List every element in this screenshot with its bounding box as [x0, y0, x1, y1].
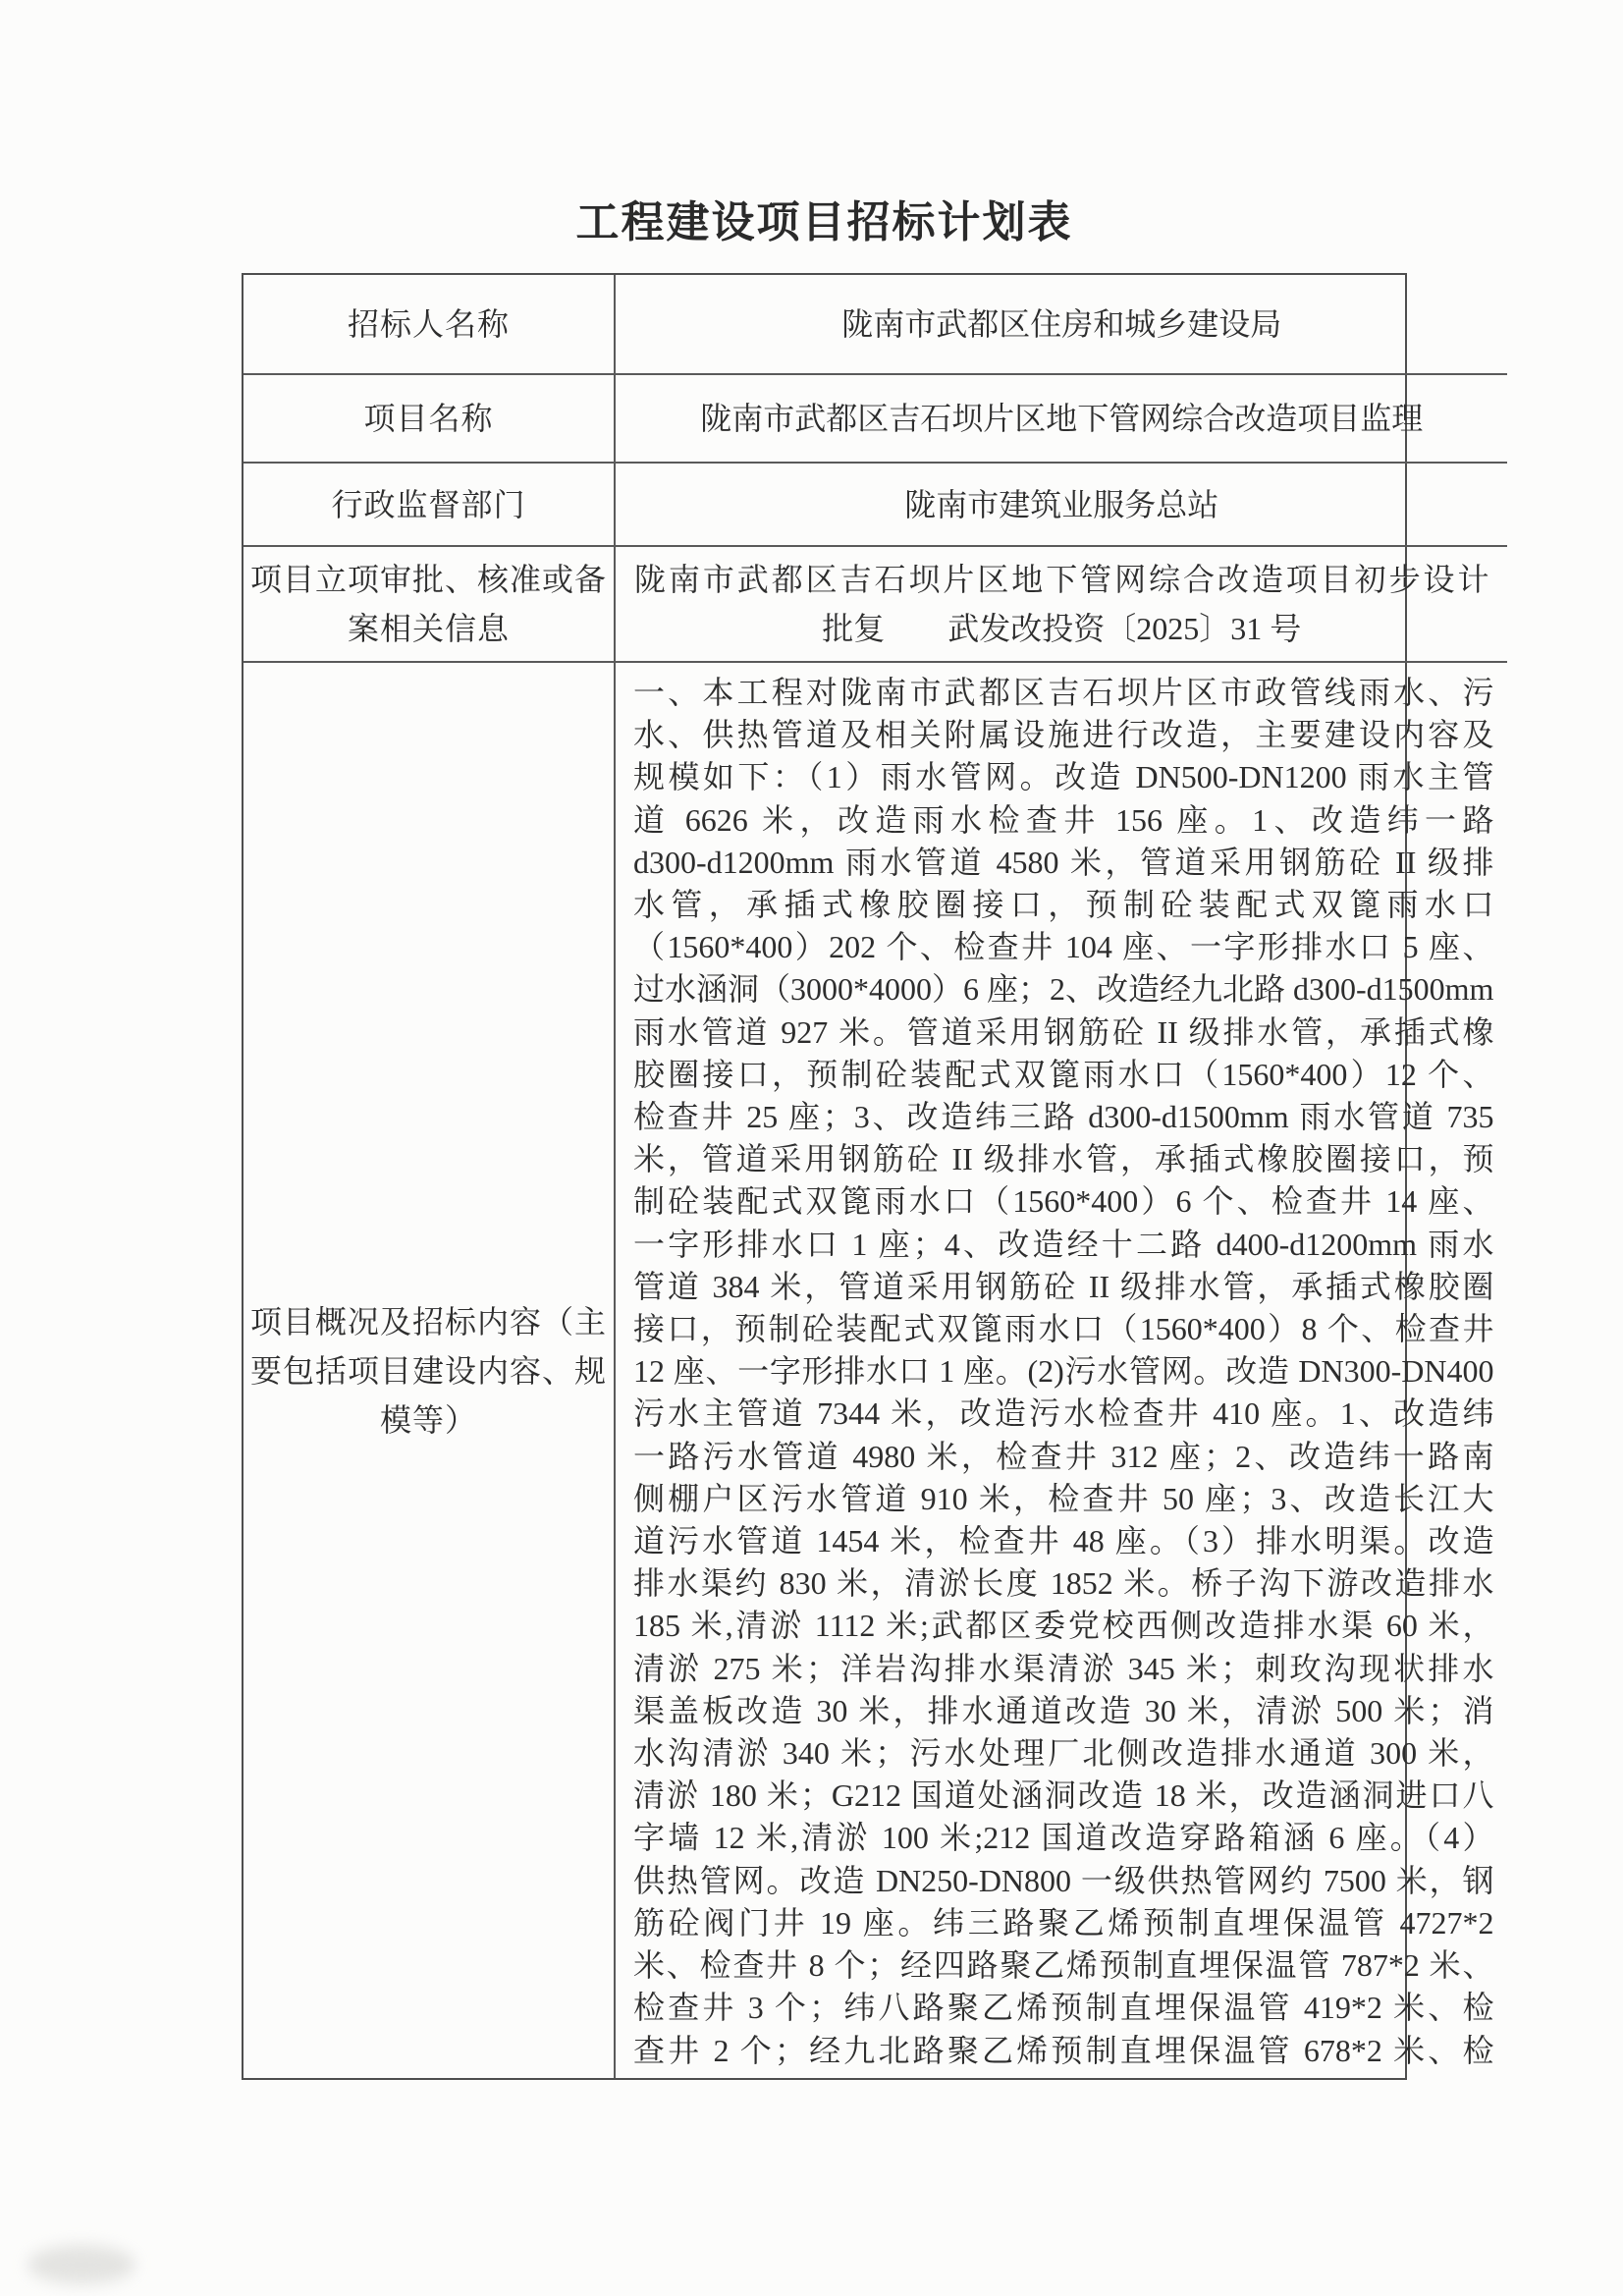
body-text-line: 185 米,清淤 1112 米;武都区委党校西侧改造排水渠 60 米，	[633, 1608, 1494, 1644]
scan-artifact-smudge	[27, 2245, 135, 2284]
body-text-line: 规模如下：（1）雨水管网。改造 DN500-DN1200 雨水主管	[633, 759, 1494, 795]
body-text-line: 一、本工程对陇南市武都区吉石坝片区市政管线雨水、污	[633, 675, 1494, 710]
body-text-line: 接口，预制砼装配式双篦雨水口（1560*400）8 个、检查井	[633, 1311, 1494, 1347]
row-label-project-name: 项目名称	[243, 375, 616, 464]
row-value-project-overview	[616, 663, 1507, 2078]
body-text-line: 污水主管道 7344 米，改造污水检查井 410 座。1、改造纬	[633, 1395, 1494, 1432]
body-text-line: 雨水管道 927 米。管道采用钢筋砼 II 级排水管，承插式橡	[633, 1013, 1494, 1050]
row-value-project-name: 陇南市武都区吉石坝片区地下管网综合改造项目监理	[616, 375, 1507, 464]
body-text-line: 米、检查井 8 个；经四路聚乙烯预制直埋保温管 787*2 米、	[633, 1947, 1494, 1984]
body-text-line: d300-d1200mm 雨水管道 4580 米，管道采用钢筋砼 II 级排	[633, 844, 1494, 880]
row-label-supervision-department: 行政监督部门	[243, 464, 616, 547]
body-text-line: （1560*400）202 个、检查井 104 座、一字形排水口 5 座、	[633, 929, 1494, 965]
body-text-line: 水沟清淤 340 米；污水处理厂北侧改造排水通道 300 米，	[633, 1735, 1494, 1772]
body-text-line: 清淤 275 米；洋岩沟排水渠清淤 345 米；刺玫沟现状排水	[633, 1650, 1494, 1686]
document-title: 工程建设项目招标计划表	[575, 198, 1073, 246]
row-value-supervision-department: 陇南市建筑业服务总站	[616, 464, 1507, 547]
body-text-line: 制砼装配式双篦雨水口（1560*400）6 个、检查井 14 座、	[633, 1183, 1494, 1220]
body-text-line: 清淤 180 米；G212 国道处涵洞改造 18 米，改造涵洞进口八	[633, 1777, 1494, 1814]
body-text-line: 12 座、一字形排水口 1 座。(2)污水管网。改造 DN300-DN400	[633, 1353, 1494, 1390]
row-value-bidder-name: 陇南市武都区住房和城乡建设局	[616, 275, 1507, 375]
body-text-line: 一字形排水口 1 座；4、改造经十二路 d400-d1200mm 雨水	[633, 1226, 1494, 1262]
body-text-line: 米，管道采用钢筋砼 II 级排水管，承插式橡胶圈接口，预	[633, 1141, 1494, 1177]
body-text-line: 水、供热管道及相关附属设施进行改造，主要建设内容及	[633, 717, 1494, 753]
body-text-line: 水管，承插式橡胶圈接口，预制砼装配式双篦雨水口	[633, 887, 1494, 923]
body-text-line: 侧棚户区污水管道 910 米，检查井 50 座；3、改造长江大	[633, 1480, 1494, 1516]
row-label-project-overview: 项目概况及招标内容（主要包括项目建设内容、规模等）	[243, 663, 616, 2078]
row-value-approval-info	[616, 547, 1507, 663]
body-text-line: 管道 384 米，管道采用钢筋砼 II 级排水管，承插式橡胶圈	[633, 1268, 1494, 1304]
body-text-line: 供热管网。改造 DN250-DN800 一级供热管网约 7500 米，钢	[633, 1862, 1494, 1898]
body-text-line: 过水涵洞（3000*4000）6 座；2、改造经九北路 d300-d1500mm	[633, 971, 1494, 1008]
body-text-line: 道污水管道 1454 米，检查井 48 座。（3）排水明渠。改造	[633, 1523, 1494, 1559]
body-text-line: 胶圈接口，预制砼装配式双篦雨水口（1560*400）12 个、	[633, 1056, 1494, 1092]
approval-info-line2: 批复 武发改投资〔2025〕31 号	[822, 611, 1302, 646]
body-text-line: 检查井 25 座；3、改造纬三路 d300-d1500mm 雨水管道 735	[633, 1099, 1494, 1135]
approval-info-line1: 陇南市武都区吉石坝片区地下管网综合改造项目初步设计	[634, 562, 1489, 597]
body-text-line: 一路污水管道 4980 米，检查井 312 座；2、改造纬一路南	[633, 1438, 1494, 1474]
body-text-line: 查井 2 个；经九北路聚乙烯预制直埋保温管 678*2 米、检	[633, 2032, 1494, 2068]
body-text-line: 排水渠约 830 米，清淤长度 1852 米。桥子沟下游改造排水	[633, 1565, 1494, 1602]
body-text-line: 筋砼阀门井 19 座。纬三路聚乙烯预制直埋保温管 4727*2	[633, 1904, 1494, 1941]
body-text-line: 字墙 12 米,清淤 100 米;212 国道改造穿路箱涵 6 座。（4）	[633, 1820, 1494, 1856]
body-text-line: 道 6626 米，改造雨水检查井 156 座。1、改造纬一路	[633, 801, 1494, 838]
row-label-approval-info: 项目立项审批、核准或备案相关信息	[243, 547, 616, 663]
body-text-line: 检查井 3 个；纬八路聚乙烯预制直埋保温管 419*2 米、检	[633, 1990, 1494, 2026]
body-text-line: 渠盖板改造 30 米，排水通道改造 30 米，清淤 500 米；消	[633, 1692, 1494, 1728]
bidding-plan-table	[242, 273, 1494, 2080]
row-label-bidder-name: 招标人名称	[243, 275, 616, 375]
